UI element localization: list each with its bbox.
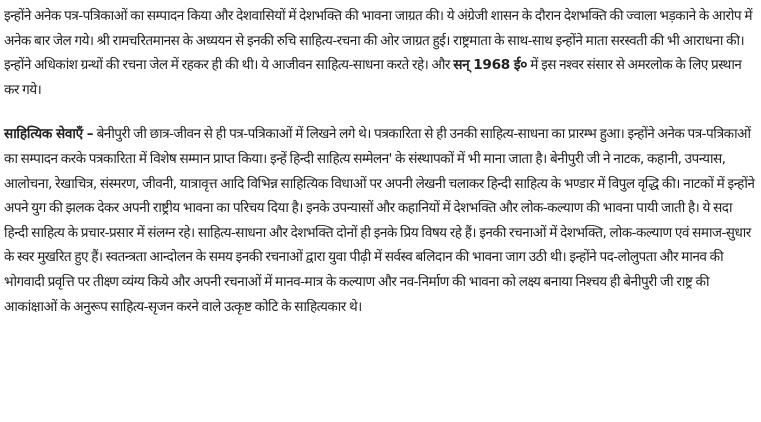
section-heading: साहित्यिक सेवाएँ – (4, 126, 94, 143)
paragraph-text: इन्होंने अनेक पत्र-पत्रिकाओं का सम्पादन किया और देशवासियों में देशभक्ति की भावना जाग्रत की। ये अंग्रेजी शासन के दौरान देशभक्ति की ज्वाला भड़काने के आरोप में अनेक बार जेल गये। श्री रामचरितमानस के अध्ययन से इनकी रुचि साहित्य-रचना की ओर जाग्रत हुई। राष्ट्रमाता के साथ-साथ इन्होंने माता सरस्वती की भी आराधना की। इन्होंने अधिकांश ग्रन्थों की रचना जेल में रहकर ही की थी। ये आजीवन साहित्य-साधना करते रहे। और (4, 8, 752, 74)
death-year: सन् 1968 ई० (453, 57, 527, 74)
paragraph-text: में इस नश्वर संसार से अमरलोक के लिए प्रस्थान कर गये। (4, 57, 742, 98)
paragraph-literary-services (4, 122, 755, 319)
paragraph-biography (4, 4, 755, 102)
paragraph-text: बेनीपुरी जी छात्र-जीवन से ही पत्र-पत्रिकाओं में लिखने लगे थे। पत्रकारिता से ही उनकी साहित्य-साधना का प्रारम्भ हुआ। इन्होंने अनेक पत्र-पत्रिकाओं का सम्पादन करके पत्रकारिता में विशेष सम्मान प्राप्त किया। इन्हें हिन्दी साहित्य सम्मेलन' के संस्थापकों में भी माना जाता है। बेनीपुरी जी ने नाटक, कहानी, उपन्यास, आलोचना, रेखाचित्र, संस्मरण, जीवनी, यात्रावृत्त आदि विभिन्न साहित्यिक विधाओं पर अपनी लेखनी चलाकर हिन्दी साहित्य के भण्डार में विपुल वृद्धि की। नाटकों में इन्होंने अपने युग की झलक देकर अपनी राष्ट्रीय भावना का परिचय दिया है। इनके उपन्यासों और कहानियों में देशभक्ति और लोक-कल्याण की भावना पायी जाती है। ये सदा हिन्दी साहित्य के प्रचार-प्रसार में संलग्न रहे। साहित्य-साधना और देशभक्ति दोनों ही इनके प्रिय विषय रहे हैं। इनकी रचनाओं में देशभक्ति, लोक-कल्याण एवं समाज-सुधार के स्वर मुखरित हुए हैं। स्वतन्त्रता आन्दोलन के समय इनकी रचनाओं द्वारा युवा पीढ़ी में सर्वस्व बलिदान की भावना जाग उठी थी। इन्होंने पद-लोलुपता और मानव की भोगवादी प्रवृत्ति पर तीक्ष्ण व्यंग्य किये और अपनी रचनाओं में मानव-मात्र के कल्याण और नव-निर्माण की भावना को लक्ष्य बनाया निश्चय ही बेनीपुरी जी राष्ट्र की आकांक्षाओं के अनुरूप साहित्य-सृजन करने वाले उत्कृष्ट कोटि के साहित्यकार थे। (4, 126, 755, 315)
paragraph-spacer (4, 102, 755, 122)
